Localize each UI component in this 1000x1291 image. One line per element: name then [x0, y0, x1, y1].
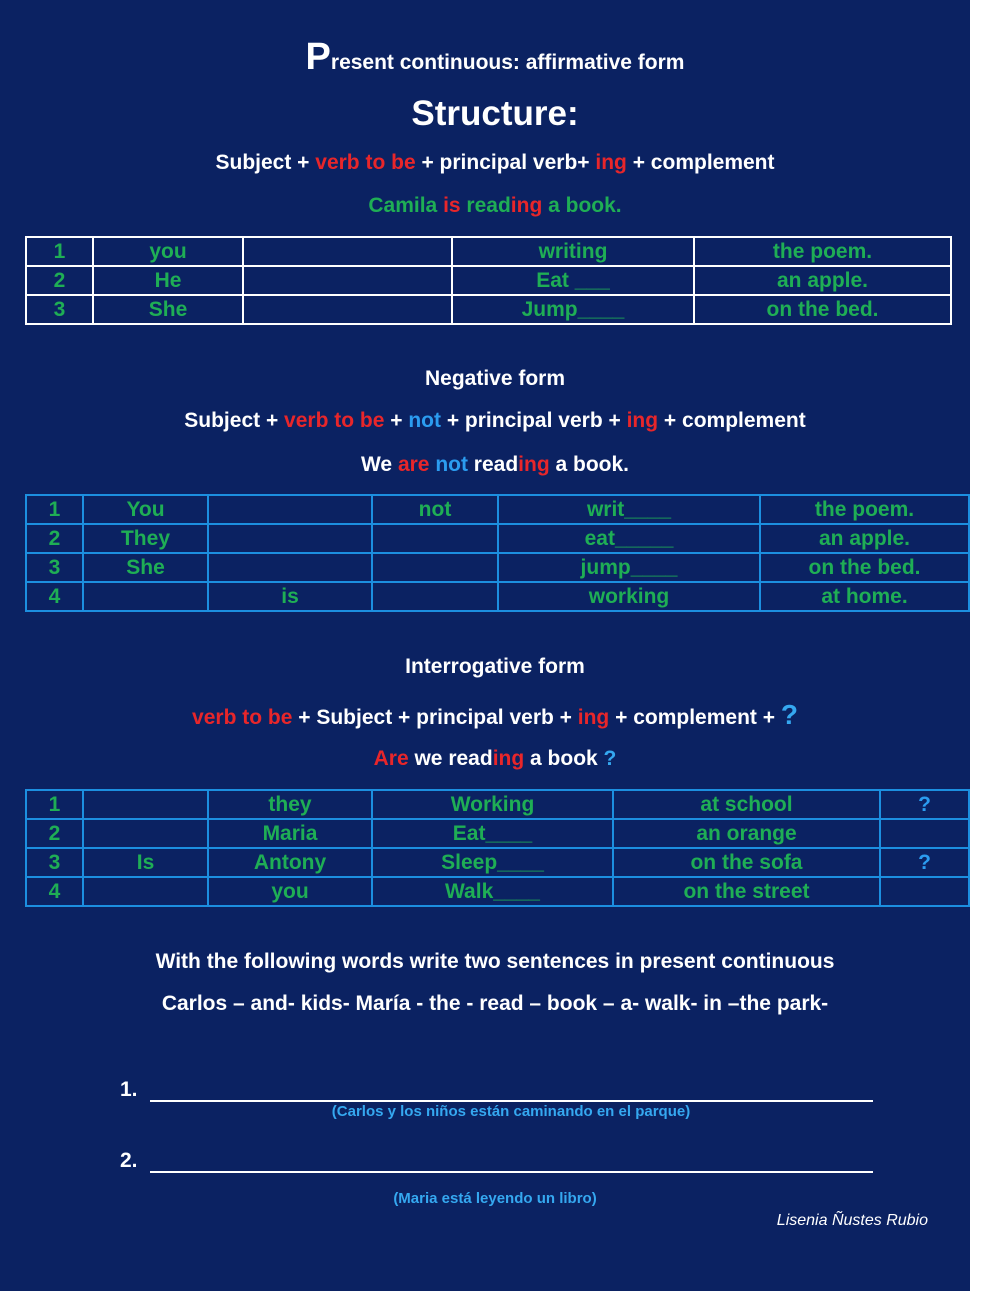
example-verb-to-be: are	[397, 453, 430, 476]
row-number-cell: 2	[26, 524, 83, 553]
exercise-instruction: With the following words write two sentences in present continuous	[155, 950, 835, 973]
blank-answer-cell[interactable]	[372, 524, 498, 553]
formula-complement: + complement	[626, 151, 775, 174]
table-cell: Eat____	[372, 819, 613, 848]
table-cell: ?	[880, 848, 969, 877]
row-number-cell: 3	[26, 848, 83, 877]
formula-plus: +	[384, 409, 409, 432]
formula-complement: + complement	[658, 409, 806, 432]
blank-answer-cell[interactable]	[83, 819, 208, 848]
affirmative-example	[0, 194, 990, 218]
table-cell: the poem.	[760, 495, 969, 524]
blank-answer-cell[interactable]	[880, 877, 969, 906]
answer-number-2: 2.	[120, 1149, 138, 1172]
table-row	[26, 790, 969, 819]
table-row	[26, 524, 969, 553]
table-row	[26, 553, 969, 582]
table-cell: writ____	[498, 495, 760, 524]
blank-answer-cell[interactable]	[208, 553, 372, 582]
example-question-mark: ?	[603, 747, 617, 770]
example-part: we read	[408, 747, 493, 770]
blank-answer-cell[interactable]	[208, 524, 372, 553]
blank-answer-cell[interactable]	[372, 553, 498, 582]
example-verb-to-be: is	[443, 194, 461, 217]
table-cell: an apple.	[694, 266, 951, 295]
example-verb-to-be: Are	[373, 747, 409, 770]
example-part: We	[360, 453, 398, 476]
blank-answer-cell[interactable]	[880, 819, 969, 848]
negative-table	[25, 494, 970, 612]
table-cell: at school	[613, 790, 880, 819]
table-row	[26, 237, 951, 266]
affirmative-formula	[0, 151, 990, 175]
row-number-cell: 4	[26, 877, 83, 906]
blank-answer-cell[interactable]	[243, 266, 452, 295]
table-cell: you	[93, 237, 243, 266]
table-cell: working	[498, 582, 760, 611]
table-cell: on the sofa	[613, 848, 880, 877]
example-part: read	[460, 194, 511, 217]
formula-complement: + complement +	[609, 706, 781, 729]
interrogative-formula	[0, 699, 990, 731]
table-cell: Walk____	[372, 877, 613, 906]
table-cell: jump____	[498, 553, 760, 582]
row-number-cell: 1	[26, 495, 83, 524]
table-row	[26, 295, 951, 324]
negative-formula	[0, 409, 990, 433]
row-number-cell: 3	[26, 553, 83, 582]
table-cell: Antony	[208, 848, 372, 877]
formula-subject: Subject +	[184, 409, 285, 432]
formula-ing: ing	[577, 706, 610, 729]
table-row	[26, 495, 969, 524]
table-cell: She	[83, 553, 208, 582]
answer-hint-2: (Maria está leyendo un libro)	[393, 1190, 597, 1207]
table-row	[26, 819, 969, 848]
table-cell: at home.	[760, 582, 969, 611]
example-ing: ing	[492, 747, 525, 770]
table-cell: Jump____	[452, 295, 694, 324]
table-cell: Eat ___	[452, 266, 694, 295]
formula-question-mark: ?	[780, 699, 798, 730]
interrogative-table	[25, 789, 970, 907]
blank-answer-cell[interactable]	[83, 582, 208, 611]
formula-principal-verb: + principal verb+	[415, 151, 596, 174]
table-cell: She	[93, 295, 243, 324]
table-cell: Is	[83, 848, 208, 877]
negative-example	[0, 453, 990, 477]
table-cell: on the bed.	[694, 295, 951, 324]
formula-verb-to-be: verb to be	[192, 706, 293, 729]
affirmative-table	[25, 236, 952, 325]
answer-hint-1: (Carlos y los niños están caminando en el parque)	[331, 1103, 691, 1120]
table-row	[26, 848, 969, 877]
example-ing: ing	[518, 453, 550, 476]
formula-principal-verb: + principal verb +	[441, 409, 627, 432]
row-number-cell: 4	[26, 582, 83, 611]
blank-answer-cell[interactable]	[83, 877, 208, 906]
example-part: a book	[524, 747, 604, 770]
table-cell: eat_____	[498, 524, 760, 553]
table-cell: not	[372, 495, 498, 524]
example-not: not	[435, 453, 468, 476]
exercise-words: Carlos – and- kids- María - the - read – book – a- walk- in –the park-	[161, 992, 829, 1015]
table-cell: He	[93, 266, 243, 295]
table-cell: you	[208, 877, 372, 906]
table-row	[26, 266, 951, 295]
example-part: Camila	[368, 194, 444, 217]
example-part: a book.	[542, 194, 622, 217]
formula-ing: ing	[595, 151, 627, 174]
table-cell: is	[208, 582, 372, 611]
table-cell: ?	[880, 790, 969, 819]
row-number-cell: 3	[26, 295, 93, 324]
table-row	[26, 877, 969, 906]
interrogative-heading: Interrogative form	[405, 655, 585, 678]
negative-heading: Negative form	[424, 367, 566, 390]
example-ing: ing	[510, 194, 543, 217]
example-part: read	[467, 453, 519, 476]
table-cell: Maria	[208, 819, 372, 848]
table-cell: writing	[452, 237, 694, 266]
formula-subject-principal: + Subject + principal verb +	[292, 706, 578, 729]
table-cell: on the bed.	[760, 553, 969, 582]
table-cell: the poem.	[694, 237, 951, 266]
answer-number-1: 1.	[120, 1078, 138, 1101]
row-number-cell: 1	[26, 237, 93, 266]
table-cell: an orange	[613, 819, 880, 848]
structure-heading: Structure:	[411, 94, 579, 133]
title-rest: resent continuous: affirmative form	[330, 51, 685, 74]
row-number-cell: 1	[26, 790, 83, 819]
table-cell: an apple.	[760, 524, 969, 553]
table-cell: You	[83, 495, 208, 524]
blank-answer-cell[interactable]	[243, 237, 452, 266]
formula-subject: Subject +	[215, 151, 316, 174]
interrogative-example	[0, 747, 990, 771]
formula-verb-to-be: verb to be	[284, 409, 385, 432]
title-first-letter: P	[305, 36, 331, 78]
row-number-cell: 2	[26, 266, 93, 295]
author-signature: Lisenia Ñustes Rubio	[776, 1212, 928, 1229]
table-row	[26, 582, 969, 611]
formula-ing: ing	[626, 409, 659, 432]
answer-line-2[interactable]	[150, 1171, 873, 1173]
formula-not: not	[408, 409, 441, 432]
example-part: a book.	[549, 453, 630, 476]
table-cell: on the street	[613, 877, 880, 906]
table-cell: Sleep____	[372, 848, 613, 877]
blank-answer-cell[interactable]	[208, 495, 372, 524]
table-cell: they	[208, 790, 372, 819]
blank-answer-cell[interactable]	[372, 582, 498, 611]
table-cell: Working	[372, 790, 613, 819]
blank-answer-cell[interactable]	[243, 295, 452, 324]
page-title	[0, 36, 990, 79]
row-number-cell: 2	[26, 819, 83, 848]
table-cell: They	[83, 524, 208, 553]
blank-answer-cell[interactable]	[83, 790, 208, 819]
answer-line-1[interactable]	[150, 1100, 873, 1102]
formula-verb-to-be: verb to be	[315, 151, 416, 174]
